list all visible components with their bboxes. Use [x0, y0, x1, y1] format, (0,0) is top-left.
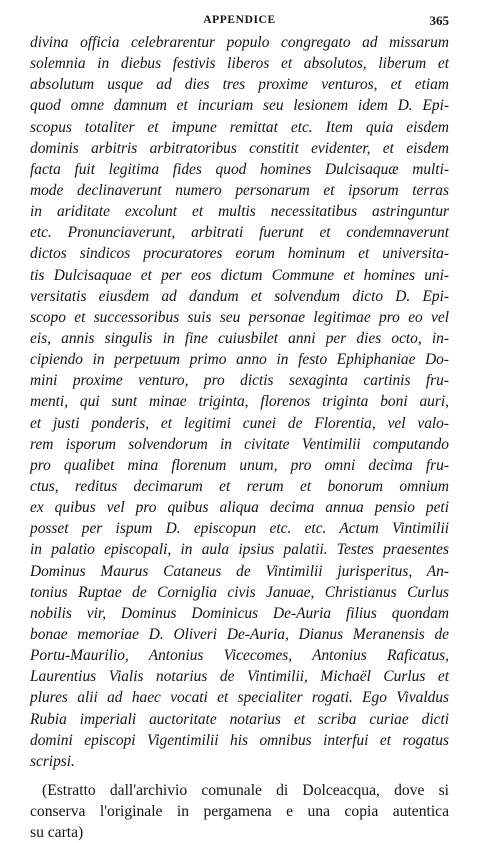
- note-line: su carta): [30, 823, 84, 841]
- text-line: in palatio episcopali, in aula ipsius palatii. Testes praesentes: [30, 541, 449, 559]
- text-line: cipiendo in perpetuum primo anno in festo Ephiphaniae Do-: [30, 351, 449, 369]
- text-line: eis, annis singulis in fine cuiusbilet anni per dies octo, in-: [30, 329, 449, 347]
- text-line: nobilis vir, Dominus Dominicus De-Auria filius quondam: [30, 604, 449, 622]
- text-line: mini proxime venturo, pro dictis sexaginta cartinis fru-: [30, 372, 449, 390]
- text-line: in ariditate excolunt et multis necessitatibus astringuntur: [30, 203, 449, 221]
- text-line: scripsi.: [30, 752, 75, 770]
- text-line: posset per ispum D. episcopun etc. etc. Actum Vintimilii: [30, 520, 449, 538]
- text-line: dictos sindicos procuratores eorum hominum et universita-: [30, 245, 449, 263]
- text-line: quod omne damnum et incuriam seu lesionem idem D. Epi-: [30, 97, 449, 115]
- text-line: bonae memoriae D. Oliveri De-Auria, Dianus Meranensis de: [30, 625, 449, 643]
- text-line: ex quibus vel pro quibus aliqua decima annua pensio peti: [30, 499, 449, 517]
- text-line: divina officia celebrarentur populo congregato ad missarum: [30, 34, 449, 51]
- text-line: Laurentius Vialis notarius de Vintimilii, Michaël Curlus et: [30, 668, 449, 686]
- text-line: ctus, reditus decimarum et rerum et bonorum omnium: [30, 477, 449, 495]
- text-line: pro qualibet mina florenum unum, pro omni decima fru-: [30, 456, 449, 474]
- running-title: APPENDICE: [203, 14, 276, 26]
- text-line: et justi ponderis, et legitimi cunei de Florentia, vel valo-: [30, 414, 449, 432]
- text-line: versitatis eiusdem ad dandum et solvendum dicto D. Epi-: [30, 287, 449, 305]
- text-line: dominis arbitris arbitratoribus constitit evidenter, et eisdem: [30, 139, 449, 157]
- text-line: Rubia imperiali auctoritate notarius et scriba curiae dicti: [30, 710, 449, 728]
- text-line: plures alii ad haec vocati et specialiter rogati. Ego Vivaldus: [30, 689, 449, 707]
- running-header: [30, 8, 449, 30]
- note-line: conserva l'originale in pergamena e una copia autentica: [30, 802, 449, 820]
- text-line: Dominus Maurus Cataneus de Vintimilii jurisperitus, An-: [30, 562, 449, 580]
- text-line: absolutum usque ad dies tres proxime venturos, et etiam: [30, 76, 449, 94]
- text-line: etc. Pronunciaverunt, arbitrati fuerunt et condemnaverunt: [30, 224, 449, 242]
- document-text: [30, 32, 449, 772]
- text-line: tonius Ruptae de Corniglia civis Januae, Christianus Curlus: [30, 583, 449, 601]
- text-line: mode declinaverunt numero personarum et ipsorum terras: [30, 181, 449, 199]
- text-line: menti, qui sunt minae triginta, florenos triginta boni auri,: [30, 393, 449, 411]
- page-number: 365: [429, 13, 449, 28]
- text-line: facta fuit legitima fides quod homines Dulcisaquæ multi-: [30, 160, 449, 178]
- text-line: rem isporum solvendorum in civitate Ventimilii computando: [30, 435, 449, 453]
- text-line: Portu-Maurilio, Antonius Vicecomes, Antonius Raficatus,: [30, 647, 449, 665]
- text-line: tis Dulcisaquae et per eos dictum Commune et homines uni-: [30, 266, 449, 284]
- text-line: domini episcopi Vigentimilii his omnibus interfui et rogatus: [30, 731, 449, 749]
- note-line: (Estratto dall'archivio comunale di Dolceacqua, dove si: [42, 781, 449, 799]
- source-note: [30, 780, 449, 843]
- text-line: solemnia in diebus festivis liberos et absolutos, liberum et: [30, 55, 449, 73]
- text-line: scopo et successoribus suis seu personae legitimae pro eo vel: [30, 308, 449, 326]
- text-line: scopus totaliter et impune remittat etc. Item quia eisdem: [30, 118, 449, 136]
